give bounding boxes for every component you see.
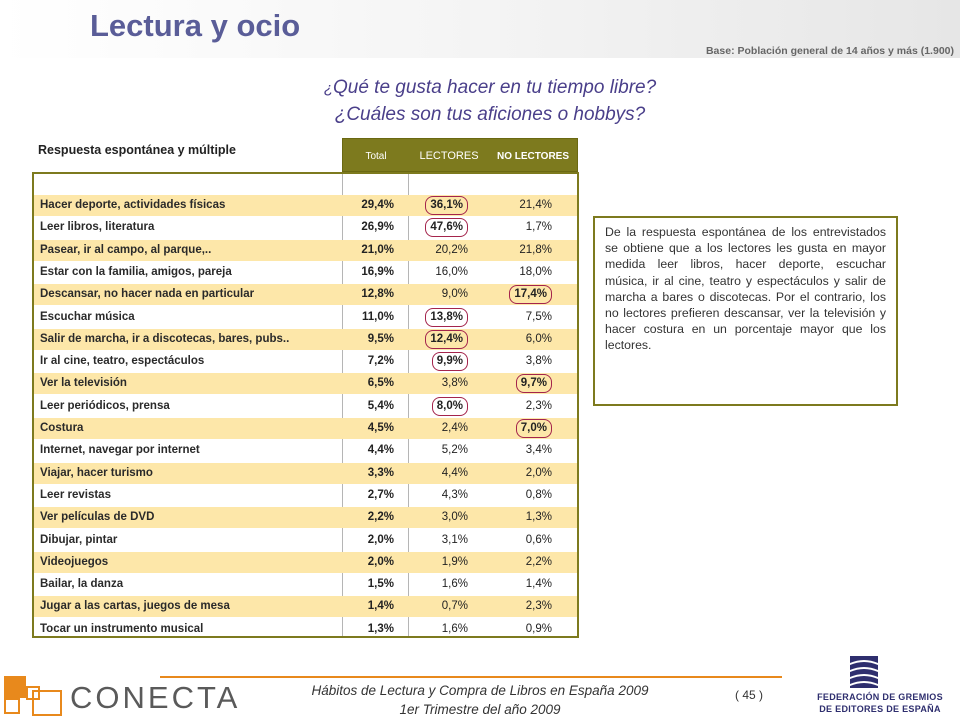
cell-no-lectores-value: 6,0% (525, 332, 552, 345)
row-label-value: Ver películas de DVD (40, 511, 155, 524)
row-label (40, 351, 340, 372)
row-label (40, 596, 340, 617)
table-row (34, 463, 577, 484)
conecta-logo (4, 672, 241, 718)
header-no-lectores: NO LECTORES (496, 150, 570, 162)
cell-no-lectores (504, 217, 552, 238)
cell-total (344, 485, 394, 506)
cell-no-lectores (504, 396, 552, 417)
row-label-value: Ir al cine, teatro, espectáculos (40, 355, 205, 368)
federacion-line-1: FEDERACIÓN DE GREMIOS (817, 692, 943, 702)
cell-no-lectores (504, 351, 552, 372)
cell-total (344, 463, 394, 484)
cell-lectores-value: 16,0% (435, 265, 468, 278)
table-row (34, 307, 577, 328)
cell-lectores (414, 217, 468, 238)
row-label (40, 217, 340, 238)
footer-line-1: Hábitos de Lectura y Compra de Libros en España 2009 (311, 683, 649, 698)
cell-total-value: 4,5% (367, 422, 394, 434)
row-label-value: Internet, navegar por internet (40, 444, 200, 457)
cell-no-lectores (504, 485, 552, 506)
row-label-value: Escuchar música (40, 310, 135, 323)
table-row (34, 396, 577, 417)
cell-total (344, 284, 394, 305)
cell-lectores-value: 1,6% (441, 578, 468, 591)
cell-total (344, 217, 394, 238)
row-label (40, 373, 340, 394)
cell-lectores-value: 2,4% (441, 422, 468, 434)
table-row (34, 596, 577, 617)
row-label (40, 240, 340, 261)
cell-no-lectores-value: 18,0% (519, 265, 552, 278)
table-row (34, 217, 577, 238)
cell-lectores-value: 3,1% (441, 533, 468, 546)
row-label (40, 418, 340, 439)
cell-total (344, 373, 394, 394)
cell-total (344, 351, 394, 372)
cell-no-lectores (504, 418, 552, 439)
federacion-name (800, 691, 960, 715)
question-line-1-text: Qué te gusta hacer en tu tiempo libre? (332, 77, 657, 98)
cell-no-lectores-value: 0,8% (525, 488, 552, 501)
cell-total (344, 552, 394, 573)
table-row (34, 574, 577, 595)
cell-lectores-value: 13,8% (425, 308, 468, 327)
cell-no-lectores (504, 507, 552, 528)
row-label-value: Dibujar, pintar (40, 533, 118, 546)
footer-rule (160, 676, 782, 678)
cell-lectores-value: 9,0% (441, 288, 468, 301)
cell-total-value: 2,2% (367, 511, 394, 524)
cell-no-lectores-value: 0,6% (525, 533, 552, 546)
base-note: Base: Población general de 14 años y más (1.900) (705, 45, 954, 57)
cell-lectores (414, 262, 468, 283)
cell-total (344, 262, 394, 283)
row-label (40, 307, 340, 328)
cell-lectores (414, 552, 468, 573)
cell-no-lectores-value: 17,4% (509, 285, 552, 304)
table-row (34, 262, 577, 283)
cell-total-value: 11,0% (362, 310, 394, 323)
cell-total-value: 2,0% (367, 533, 394, 546)
cell-lectores-value: 47,6% (425, 218, 468, 237)
header-total: Total (365, 150, 387, 162)
table-row (34, 351, 577, 372)
cell-lectores-value: 5,2% (441, 444, 468, 457)
cell-no-lectores (504, 329, 552, 350)
row-label-value: Leer revistas (40, 488, 111, 501)
cell-total-value: 4,4% (367, 444, 394, 457)
federacion-line-2: DE EDITORES DE ESPAÑA (819, 704, 941, 714)
cell-no-lectores (504, 440, 552, 461)
column-headers (342, 138, 578, 172)
row-label (40, 284, 340, 305)
question-line-2: ¿Cuáles son tus aficiones o hobbys? (334, 104, 646, 125)
question-line-1 (240, 75, 740, 102)
cell-no-lectores-value: 1,4% (525, 578, 552, 591)
cell-total (344, 418, 394, 439)
cell-lectores (414, 485, 468, 506)
cell-total (344, 507, 394, 528)
cell-no-lectores (504, 596, 552, 617)
cell-total-value: 3,3% (367, 466, 394, 479)
footer-line-2: 1er Trimestre del año 2009 (399, 702, 561, 717)
logo-square (32, 690, 62, 716)
table-row (34, 240, 577, 261)
question-mark: ¿ (323, 80, 333, 97)
cell-no-lectores (504, 195, 552, 216)
cell-lectores-value: 3,0% (441, 511, 468, 524)
page-number: ( 45 ) (735, 688, 764, 702)
cell-total (344, 307, 394, 328)
cell-total-value: 29,4% (361, 199, 394, 211)
cell-lectores (414, 440, 468, 461)
cell-lectores (414, 596, 468, 617)
header-lectores: LECTORES (419, 149, 479, 162)
cell-no-lectores (504, 574, 552, 595)
cell-lectores (414, 195, 468, 216)
page-title: Lectura y ocio (90, 8, 301, 43)
cell-lectores (414, 284, 468, 305)
row-label-value: Viajar, hacer turismo (40, 466, 153, 479)
cell-no-lectores (504, 373, 552, 394)
cell-total (344, 574, 394, 595)
cell-lectores-value: 4,4% (441, 466, 468, 479)
table-row (34, 485, 577, 506)
cell-no-lectores (504, 307, 552, 328)
cell-lectores (414, 307, 468, 328)
cell-lectores-value: 12,4% (425, 330, 468, 349)
cell-no-lectores-value: 2,0% (525, 466, 552, 479)
cell-total-value: 21,0% (361, 243, 394, 256)
cell-no-lectores-value: 3,8% (525, 355, 552, 368)
cell-no-lectores (504, 552, 552, 573)
row-label (40, 195, 340, 216)
row-label-value: Videojuegos (40, 555, 109, 568)
cell-lectores-value: 8,0% (432, 397, 468, 416)
cell-total (344, 195, 394, 216)
row-label (40, 262, 340, 283)
row-label-value: Descansar, no hacer nada en particular (40, 288, 255, 301)
cell-total-value: 1,3% (367, 622, 394, 635)
cell-no-lectores (504, 284, 552, 305)
row-label-value: Pasear, ir al campo, al parque,.. (40, 243, 212, 256)
row-label-value: Tocar un instrumento musical (40, 622, 204, 635)
commentary-box: De la respuesta espontánea de los entrevistados se obtiene que a los lectores les gusta en mayor medida leer libros, hacer deporte, escuchar música, ir al cine, teatro y espectáculos y salir de marcha a bares o discotecas. Por el contrario, los no lectores prefieren descansar, ver la televisión y hacer costura en un porcentaje mayor que los lectores. (593, 216, 898, 406)
table-row (34, 619, 577, 640)
table-row (34, 373, 577, 394)
cell-lectores (414, 396, 468, 417)
row-label-value: Ver la televisión (40, 377, 127, 390)
cell-total (344, 396, 394, 417)
cell-lectores-value: 4,3% (441, 488, 468, 501)
survey-question (240, 75, 740, 128)
cell-no-lectores (504, 262, 552, 283)
row-label (40, 619, 340, 640)
federacion-logo (800, 655, 960, 720)
cell-lectores-value: 3,8% (441, 377, 468, 390)
row-label (40, 530, 340, 551)
response-type-label: Respuesta espontánea y múltiple (38, 143, 236, 157)
cell-no-lectores-value: 21,4% (519, 199, 552, 211)
logo-square (4, 676, 26, 698)
cell-total (344, 596, 394, 617)
table-row (34, 440, 577, 461)
row-label-value: Bailar, la danza (40, 578, 124, 591)
conecta-wordmark: CONECTA (70, 680, 241, 715)
cell-total-value: 2,7% (367, 488, 394, 501)
cell-total (344, 530, 394, 551)
cell-total-value: 12,8% (361, 288, 394, 301)
logo-square (4, 698, 20, 714)
cell-total-value: 6,5% (367, 377, 394, 390)
cell-no-lectores-value: 0,9% (525, 622, 552, 635)
row-label (40, 507, 340, 528)
cell-total-value: 9,5% (367, 332, 394, 345)
cell-no-lectores-value: 21,8% (519, 243, 552, 256)
cell-no-lectores-value: 2,3% (525, 399, 552, 412)
row-label-value: Costura (40, 422, 84, 434)
cell-lectores-value: 20,2% (435, 243, 468, 256)
cell-lectores (414, 574, 468, 595)
cell-total-value: 2,0% (367, 555, 394, 568)
row-label-value: Hacer deporte, actividades físicas (40, 199, 226, 211)
cell-lectores (414, 351, 468, 372)
cell-lectores (414, 240, 468, 261)
cell-no-lectores (504, 463, 552, 484)
cell-lectores-value: 0,7% (441, 600, 468, 613)
cell-total (344, 240, 394, 261)
cell-lectores (414, 619, 468, 640)
table-row (34, 329, 577, 350)
cell-no-lectores-value: 3,4% (525, 444, 552, 457)
cell-no-lectores-value: 7,5% (525, 310, 552, 323)
table-row (34, 284, 577, 305)
row-label-value: Leer periódicos, prensa (40, 399, 170, 412)
cell-lectores (414, 530, 468, 551)
cell-total-value: 16,9% (361, 265, 394, 278)
row-label (40, 440, 340, 461)
cell-no-lectores-value: 9,7% (516, 374, 552, 393)
row-label (40, 396, 340, 417)
cell-no-lectores (504, 530, 552, 551)
cell-lectores-value: 9,9% (432, 352, 468, 371)
cell-lectores (414, 418, 468, 439)
row-label (40, 552, 340, 573)
cell-no-lectores (504, 619, 552, 640)
table-row (34, 418, 577, 439)
cell-no-lectores-value: 2,2% (525, 555, 552, 568)
row-label (40, 463, 340, 484)
cell-lectores (414, 373, 468, 394)
cell-no-lectores-value: 1,7% (525, 221, 552, 234)
cell-total-value: 1,4% (367, 600, 394, 613)
cell-no-lectores (504, 240, 552, 261)
cell-lectores (414, 329, 468, 350)
cell-lectores-value: 1,6% (441, 622, 468, 635)
table-row (34, 507, 577, 528)
row-label (40, 574, 340, 595)
cell-total-value: 5,4% (367, 399, 394, 412)
cell-total (344, 619, 394, 640)
row-label-value: Leer libros, literatura (40, 221, 155, 234)
federacion-emblem-icon (848, 655, 880, 689)
cell-lectores-value: 1,9% (441, 555, 468, 568)
cell-no-lectores-value: 2,3% (525, 600, 552, 613)
row-label (40, 329, 340, 350)
results-table (32, 172, 579, 638)
row-label (40, 485, 340, 506)
cell-no-lectores-value: 1,3% (525, 511, 552, 524)
cell-total-value: 26,9% (361, 221, 394, 234)
cell-total-value: 1,5% (367, 578, 394, 591)
row-label-value: Jugar a las cartas, juegos de mesa (40, 600, 230, 613)
cell-total (344, 440, 394, 461)
table-row (34, 195, 577, 216)
cell-lectores-value: 36,1% (425, 196, 468, 215)
table-row (34, 530, 577, 551)
table-row (34, 552, 577, 573)
cell-total (344, 329, 394, 350)
footer-title (250, 681, 710, 719)
cell-lectores (414, 463, 468, 484)
row-label-value: Estar con la familia, amigos, pareja (40, 265, 232, 278)
cell-total-value: 7,2% (367, 355, 394, 368)
cell-lectores (414, 507, 468, 528)
cell-no-lectores-value: 7,0% (516, 419, 552, 438)
row-label-value: Salir de marcha, ir a discotecas, bares, pubs.. (40, 332, 290, 345)
